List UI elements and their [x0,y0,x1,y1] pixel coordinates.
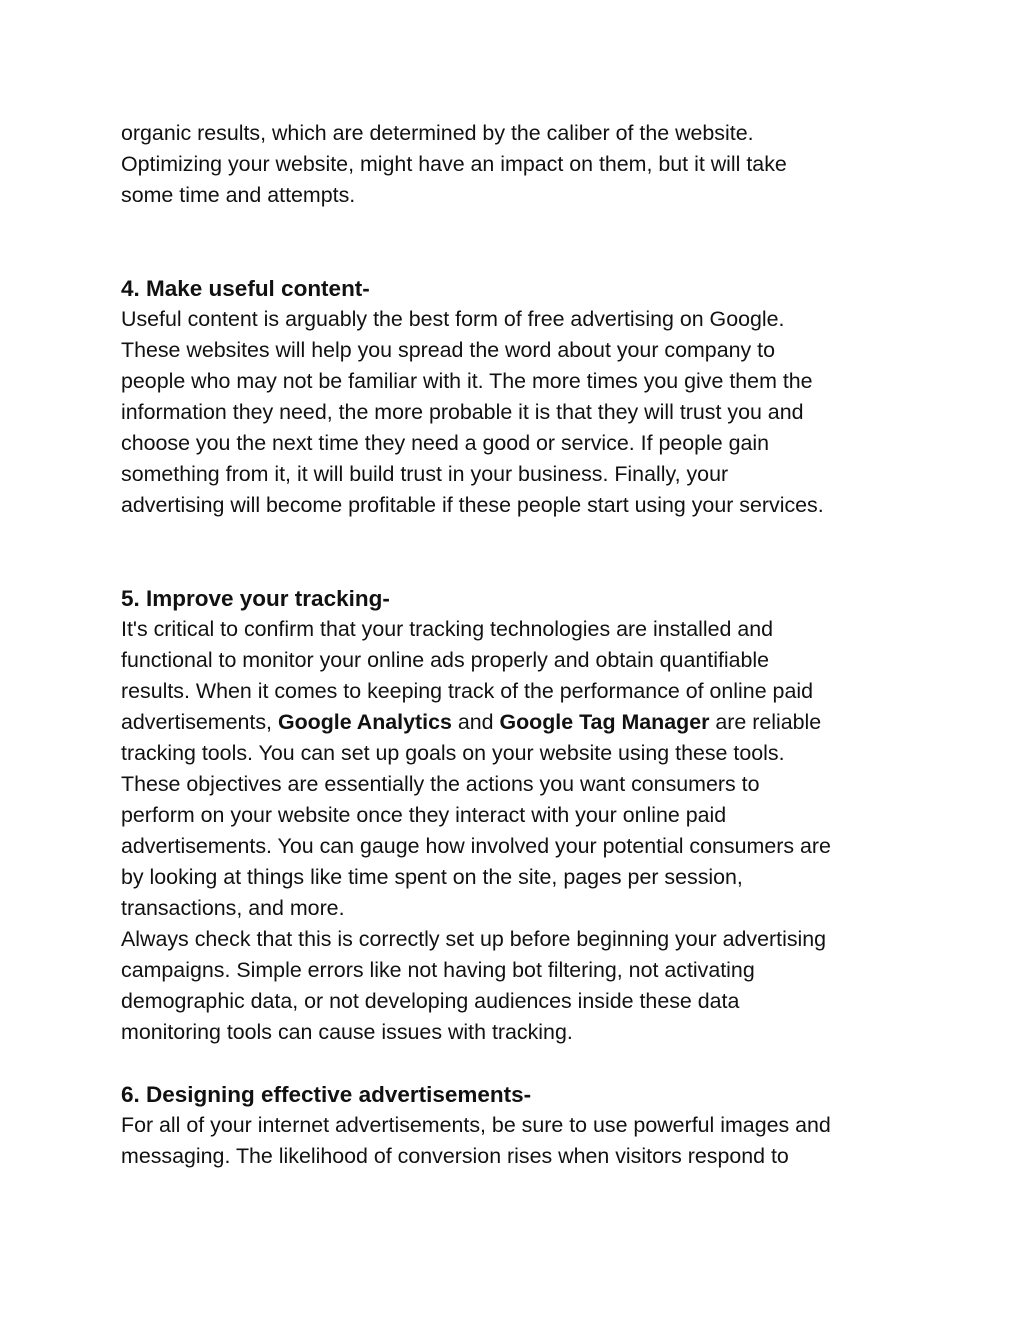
text-line: These websites will help you spread the word about your company to [121,338,775,362]
section-4-heading: 4. Make useful content- [121,276,370,301]
section-6-heading: 6. Designing effective advertisements- [121,1082,532,1107]
text-line-mixed [121,707,921,738]
text-line: messaging. The likelihood of conversion rises when visitors respond to [121,1144,789,1168]
section-4 [121,273,921,521]
text-line: advertisements. You can gauge how involved your potential consumers are [121,834,831,858]
text-line: For all of your internet advertisements, be sure to use powerful images and [121,1113,831,1137]
text-run: and [451,710,500,734]
text-line: perform on your website once they interact with your online paid [121,803,727,827]
text-run: are reliable [709,710,822,734]
text-line: These objectives are essentially the actions you want consumers to [121,772,760,796]
text-line: by looking at things like time spent on the site, pages per session, [121,865,743,889]
text-line: Useful content is arguably the best form of free advertising on Google. [121,307,785,331]
text-line: some time and attempts. [121,183,356,207]
text-line: functional to monitor your online ads properly and obtain quantifiable [121,648,770,672]
google-tag-manager-bold: Google Tag Manager [499,710,710,734]
text-line: transactions, and more. [121,896,345,920]
text-line: It's critical to confirm that your tracking technologies are installed and [121,617,774,641]
text-line: something from it, it will build trust in your business. Finally, your [121,462,729,486]
intro-paragraph [121,118,921,211]
section-5-heading: 5. Improve your tracking- [121,586,390,611]
text-line: campaigns. Simple errors like not having bot filtering, not activating [121,958,755,982]
text-line: people who may not be familiar with it. The more times you give them the [121,369,813,393]
text-line: tracking tools. You can set up goals on your website using these tools. [121,741,785,765]
document-page [121,118,921,1172]
text-line: information they need, the more probable it is that they will trust you and [121,400,804,424]
google-analytics-bold: Google Analytics [277,710,452,734]
section-5 [121,583,921,1048]
section-6 [121,1079,921,1172]
text-line: monitoring tools can cause issues with tracking. [121,1020,573,1044]
text-line: Optimizing your website, might have an impact on them, but it will take [121,152,787,176]
text-line: organic results, which are determined by the caliber of the website. [121,121,754,145]
text-line: Always check that this is correctly set up before beginning your advertising [121,927,827,951]
text-line: results. When it comes to keeping track of the performance of online paid [121,679,813,703]
text-line: choose you the next time they need a good or service. If people gain [121,431,770,455]
text-line: advertising will become profitable if these people start using your services. [121,493,824,517]
text-run: advertisements, [121,710,278,734]
text-line: demographic data, or not developing audiences inside these data [121,989,740,1013]
